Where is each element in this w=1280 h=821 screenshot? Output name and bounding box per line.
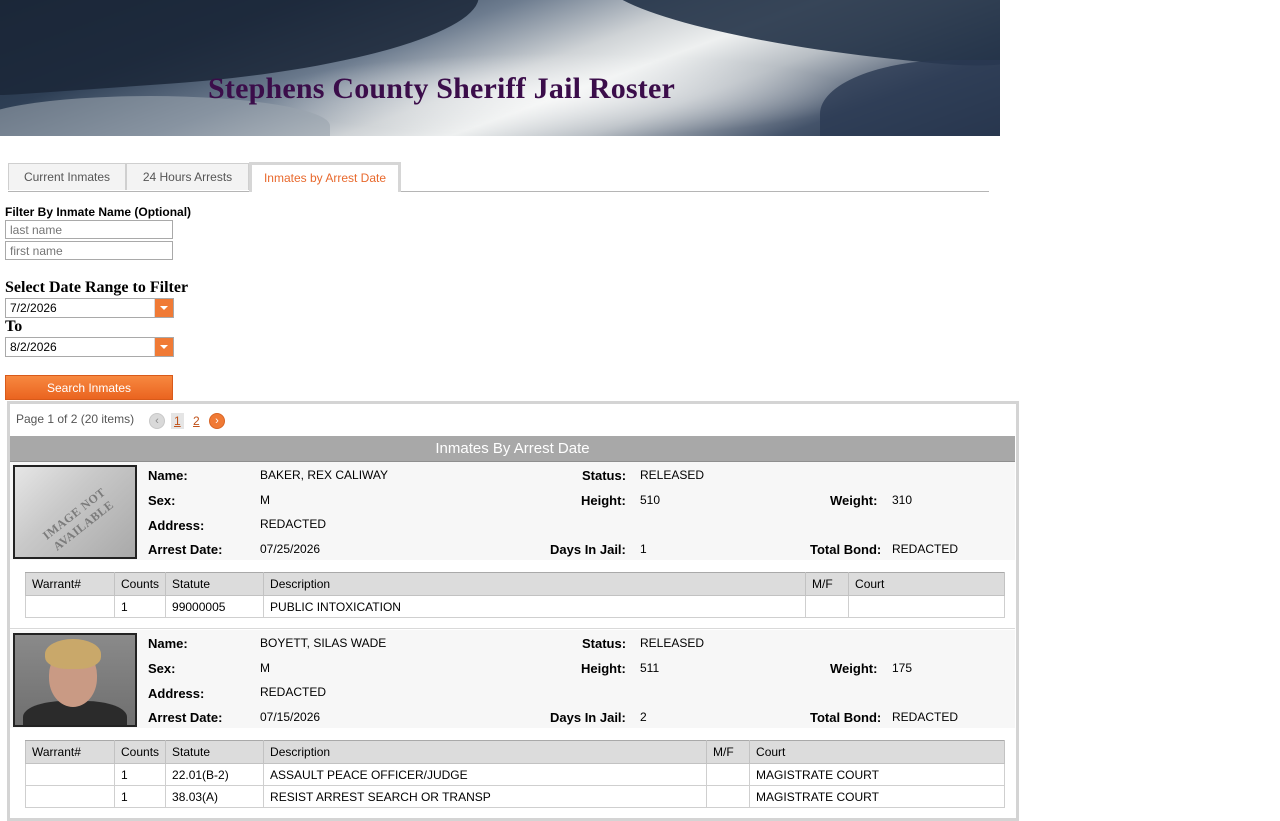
mf-cell <box>707 786 750 808</box>
tab-24-hours-arrests[interactable]: 24 Hours Arrests <box>126 163 249 190</box>
inmate-name: BOYETT, SILAS WADE <box>260 636 387 650</box>
description-cell: PUBLIC INTOXICATION <box>264 596 806 618</box>
counts-cell: 1 <box>115 764 166 786</box>
inmate-status: RELEASED <box>640 636 705 650</box>
court-cell: MAGISTRATE COURT <box>750 786 1005 808</box>
bond-label: Total Bond: <box>810 710 882 725</box>
image-not-available-text: IMAGE NOT AVAILABLE <box>40 484 117 554</box>
sex-label: Sex: <box>148 493 176 508</box>
banner <box>0 0 1000 136</box>
status-label: Status: <box>582 636 627 651</box>
name-label: Name: <box>148 468 188 483</box>
bond-label: Total Bond: <box>810 542 882 557</box>
column-header: Counts <box>115 741 166 764</box>
statute-cell: 22.01(B-2) <box>166 764 264 786</box>
table-header-row <box>26 741 1005 764</box>
warrant-cell <box>26 786 115 808</box>
first-name-input[interactable] <box>5 241 173 260</box>
arrest-date-label: Arrest Date: <box>148 542 223 557</box>
inmate-record <box>10 462 1015 560</box>
inmate-name: BAKER, REX CALIWAY <box>260 468 389 482</box>
page-number-2[interactable]: 2 <box>193 414 200 428</box>
table-row <box>26 764 1005 786</box>
mf-cell <box>806 596 849 618</box>
address-label: Address: <box>148 686 205 701</box>
address-label: Address: <box>148 518 205 533</box>
column-header: Description <box>264 573 806 596</box>
weight-label: Weight: <box>830 661 878 676</box>
weight-label: Weight: <box>830 493 878 508</box>
height-label: Height: <box>581 493 626 508</box>
mf-cell <box>707 764 750 786</box>
statute-cell: 38.03(A) <box>166 786 264 808</box>
inmate-arrest-date: 07/25/2026 <box>260 542 321 556</box>
from-date-value: 7/2/2026 <box>10 301 57 315</box>
column-header: Court <box>849 573 1005 596</box>
inmate-bond: REDACTED <box>892 542 959 556</box>
date-range-label: Select Date Range to Filter <box>5 279 189 296</box>
column-header: Statute <box>166 741 264 764</box>
inmate-weight: 310 <box>892 493 913 507</box>
mugshot-hair <box>45 639 101 669</box>
column-header: M/F <box>707 741 750 764</box>
table-header-row <box>26 573 1005 596</box>
court-cell: MAGISTRATE COURT <box>750 764 1005 786</box>
court-cell <box>849 596 1005 618</box>
tab-strip <box>8 163 989 192</box>
description-cell: RESIST ARREST SEARCH OR TRANSP <box>264 786 707 808</box>
inmate-bond: REDACTED <box>892 710 959 724</box>
warrant-cell <box>26 596 115 618</box>
inmate-photo <box>13 633 137 727</box>
chevron-down-icon[interactable] <box>154 338 173 356</box>
table-row <box>26 596 1005 618</box>
to-label: To <box>5 318 23 335</box>
inmate-address: REDACTED <box>260 517 327 531</box>
tab-inmates-by-arrest-date[interactable]: Inmates by Arrest Date <box>249 162 401 192</box>
statute-cell: 99000005 <box>166 596 264 618</box>
next-page-icon[interactable]: › <box>209 413 225 429</box>
prev-page-icon[interactable]: ‹ <box>149 413 165 429</box>
to-date-value: 8/2/2026 <box>10 340 57 354</box>
description-cell: ASSAULT PEACE OFFICER/JUDGE <box>264 764 707 786</box>
record-divider <box>10 628 1015 629</box>
column-header: Warrant# <box>26 741 115 764</box>
name-filter-label: Filter By Inmate Name (Optional) <box>5 205 192 219</box>
column-header: M/F <box>806 573 849 596</box>
inmate-height: 510 <box>640 493 661 507</box>
column-header: Court <box>750 741 1005 764</box>
last-name-input[interactable] <box>5 220 173 239</box>
inmate-photo <box>13 465 137 559</box>
inmate-days: 1 <box>640 542 647 556</box>
search-inmates-button[interactable]: Search Inmates <box>5 375 173 400</box>
warrant-cell <box>26 764 115 786</box>
counts-cell: 1 <box>115 786 166 808</box>
inmate-sex: M <box>260 493 270 507</box>
height-label: Height: <box>581 661 626 676</box>
arrest-date-label: Arrest Date: <box>148 710 223 725</box>
inmate-record <box>10 630 1015 728</box>
inmate-days: 2 <box>640 710 647 724</box>
column-header: Description <box>264 741 707 764</box>
inmate-height: 511 <box>640 661 660 675</box>
inmate-weight: 175 <box>892 661 913 675</box>
inmate-sex: M <box>260 661 270 675</box>
page-title: Stephens County Sheriff Jail Roster <box>208 72 676 105</box>
pager-summary: Page 1 of 2 (20 items) <box>16 412 135 426</box>
column-header: Counts <box>115 573 166 596</box>
grid-title: Inmates By Arrest Date <box>10 436 1015 463</box>
table-row <box>26 786 1005 808</box>
page-number-1[interactable]: 1 <box>171 413 184 429</box>
sex-label: Sex: <box>148 661 176 676</box>
counts-cell: 1 <box>115 596 166 618</box>
status-label: Status: <box>582 468 627 483</box>
days-label: Days In Jail: <box>550 710 626 725</box>
column-header: Statute <box>166 573 264 596</box>
inmate-status: RELEASED <box>640 468 705 482</box>
name-label: Name: <box>148 636 188 651</box>
banner-background-shape <box>820 60 1000 136</box>
inmate-address: REDACTED <box>260 685 327 699</box>
charges-table <box>25 740 1005 808</box>
days-label: Days In Jail: <box>550 542 626 557</box>
to-date-picker[interactable] <box>5 337 174 357</box>
from-date-picker[interactable] <box>5 298 174 318</box>
tab-current-inmates[interactable]: Current Inmates <box>8 163 126 190</box>
chevron-down-icon[interactable] <box>154 299 173 317</box>
charges-table <box>25 572 1005 618</box>
inmate-arrest-date: 07/15/2026 <box>260 710 321 724</box>
column-header: Warrant# <box>26 573 115 596</box>
